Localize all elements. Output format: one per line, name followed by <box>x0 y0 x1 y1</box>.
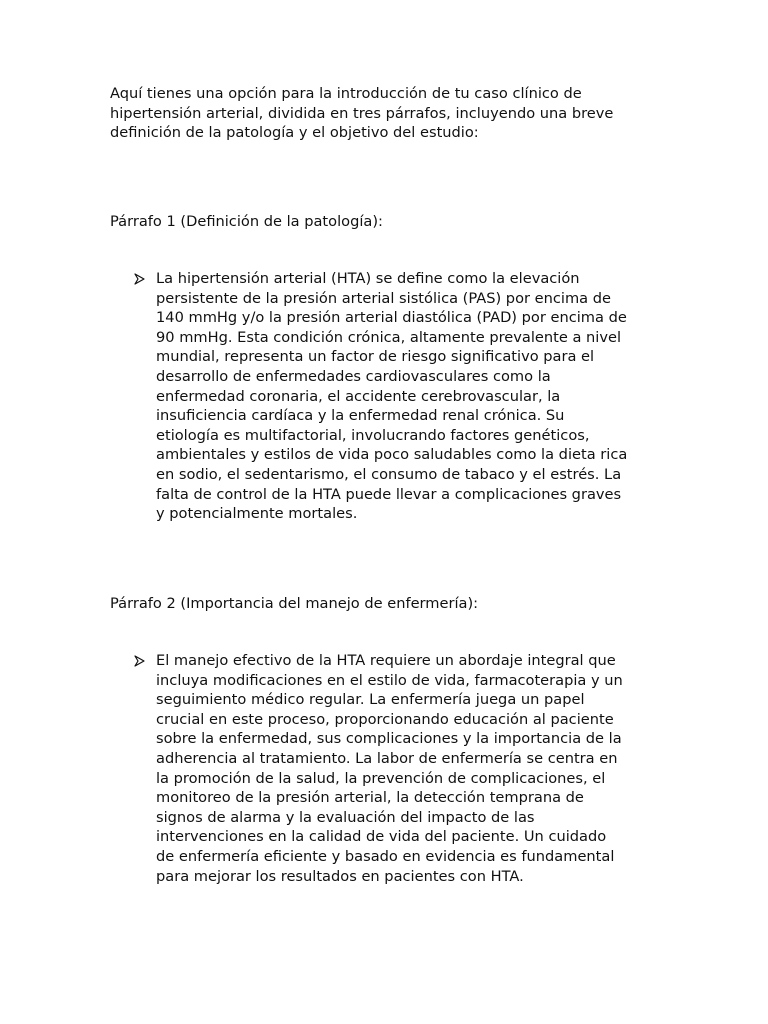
intro-paragraph: Aquí tienes una opción para la introducción de tu caso clínico de hipertensión arterial, dividida en tres párrafos, incluyendo una breve definición de la patología y el objetivo del estudio: <box>110 85 614 142</box>
arrow-bullet-icon <box>133 272 147 286</box>
section-2-bullet-text: El manejo efectivo de la HTA requiere un abordaje integral que incluya modificaciones en el estilo de vida, farmacoterapia y un seguimiento médico regular. La enfermería juega un papel crucial en este proceso, proporcionando educación al paciente sobre la enfermedad, sus complicaciones y la importancia de la adherencia al tratamiento. La labor de enfermería se centra en la promoción de la salud, la prevención de complicaciones, el monitoreo de la presión arterial, la detección temprana de signos de alarma y la evaluación del impacto de las intervenciones en la calidad de vida del paciente. Un cuidado de enfermería eficiente y basado en evidencia es fundamental para mejorar los resultados en pacientes con HTA. <box>156 652 623 885</box>
section-2-bullet-item <box>133 651 663 886</box>
section-1-bullet-item <box>133 269 663 524</box>
section-1-heading: Párrafo 1 (Definición de la patología): <box>110 213 383 230</box>
section-2-heading: Párrafo 2 (Importancia del manejo de enfermería): <box>110 595 479 612</box>
arrow-bullet-icon <box>133 654 147 668</box>
section-1-bullet-text: La hipertensión arterial (HTA) se define como la elevación persistente de la presión arterial sistólica (PAS) por encima de 140 mmHg y/o la presión arterial diastólica (PAD) por encima de 90 mmHg. Esta condición crónica, altamente prevalente a nivel mundial, representa un factor de riesgo significativo para el desarrollo de enfermedades cardiovasculares como la enfermedad coronaria, el accidente cerebrovascular, la insuficiencia cardíaca y la enfermedad renal crónica. Su etiología es multifactorial, involucrando factores genéticos, ambientales y estilos de vida poco saludables como la dieta rica en sodio, el sedentarismo, el consumo de tabaco y el estrés. La falta de control de la HTA puede llevar a complicaciones graves y potencialmente mortales. <box>156 270 628 523</box>
